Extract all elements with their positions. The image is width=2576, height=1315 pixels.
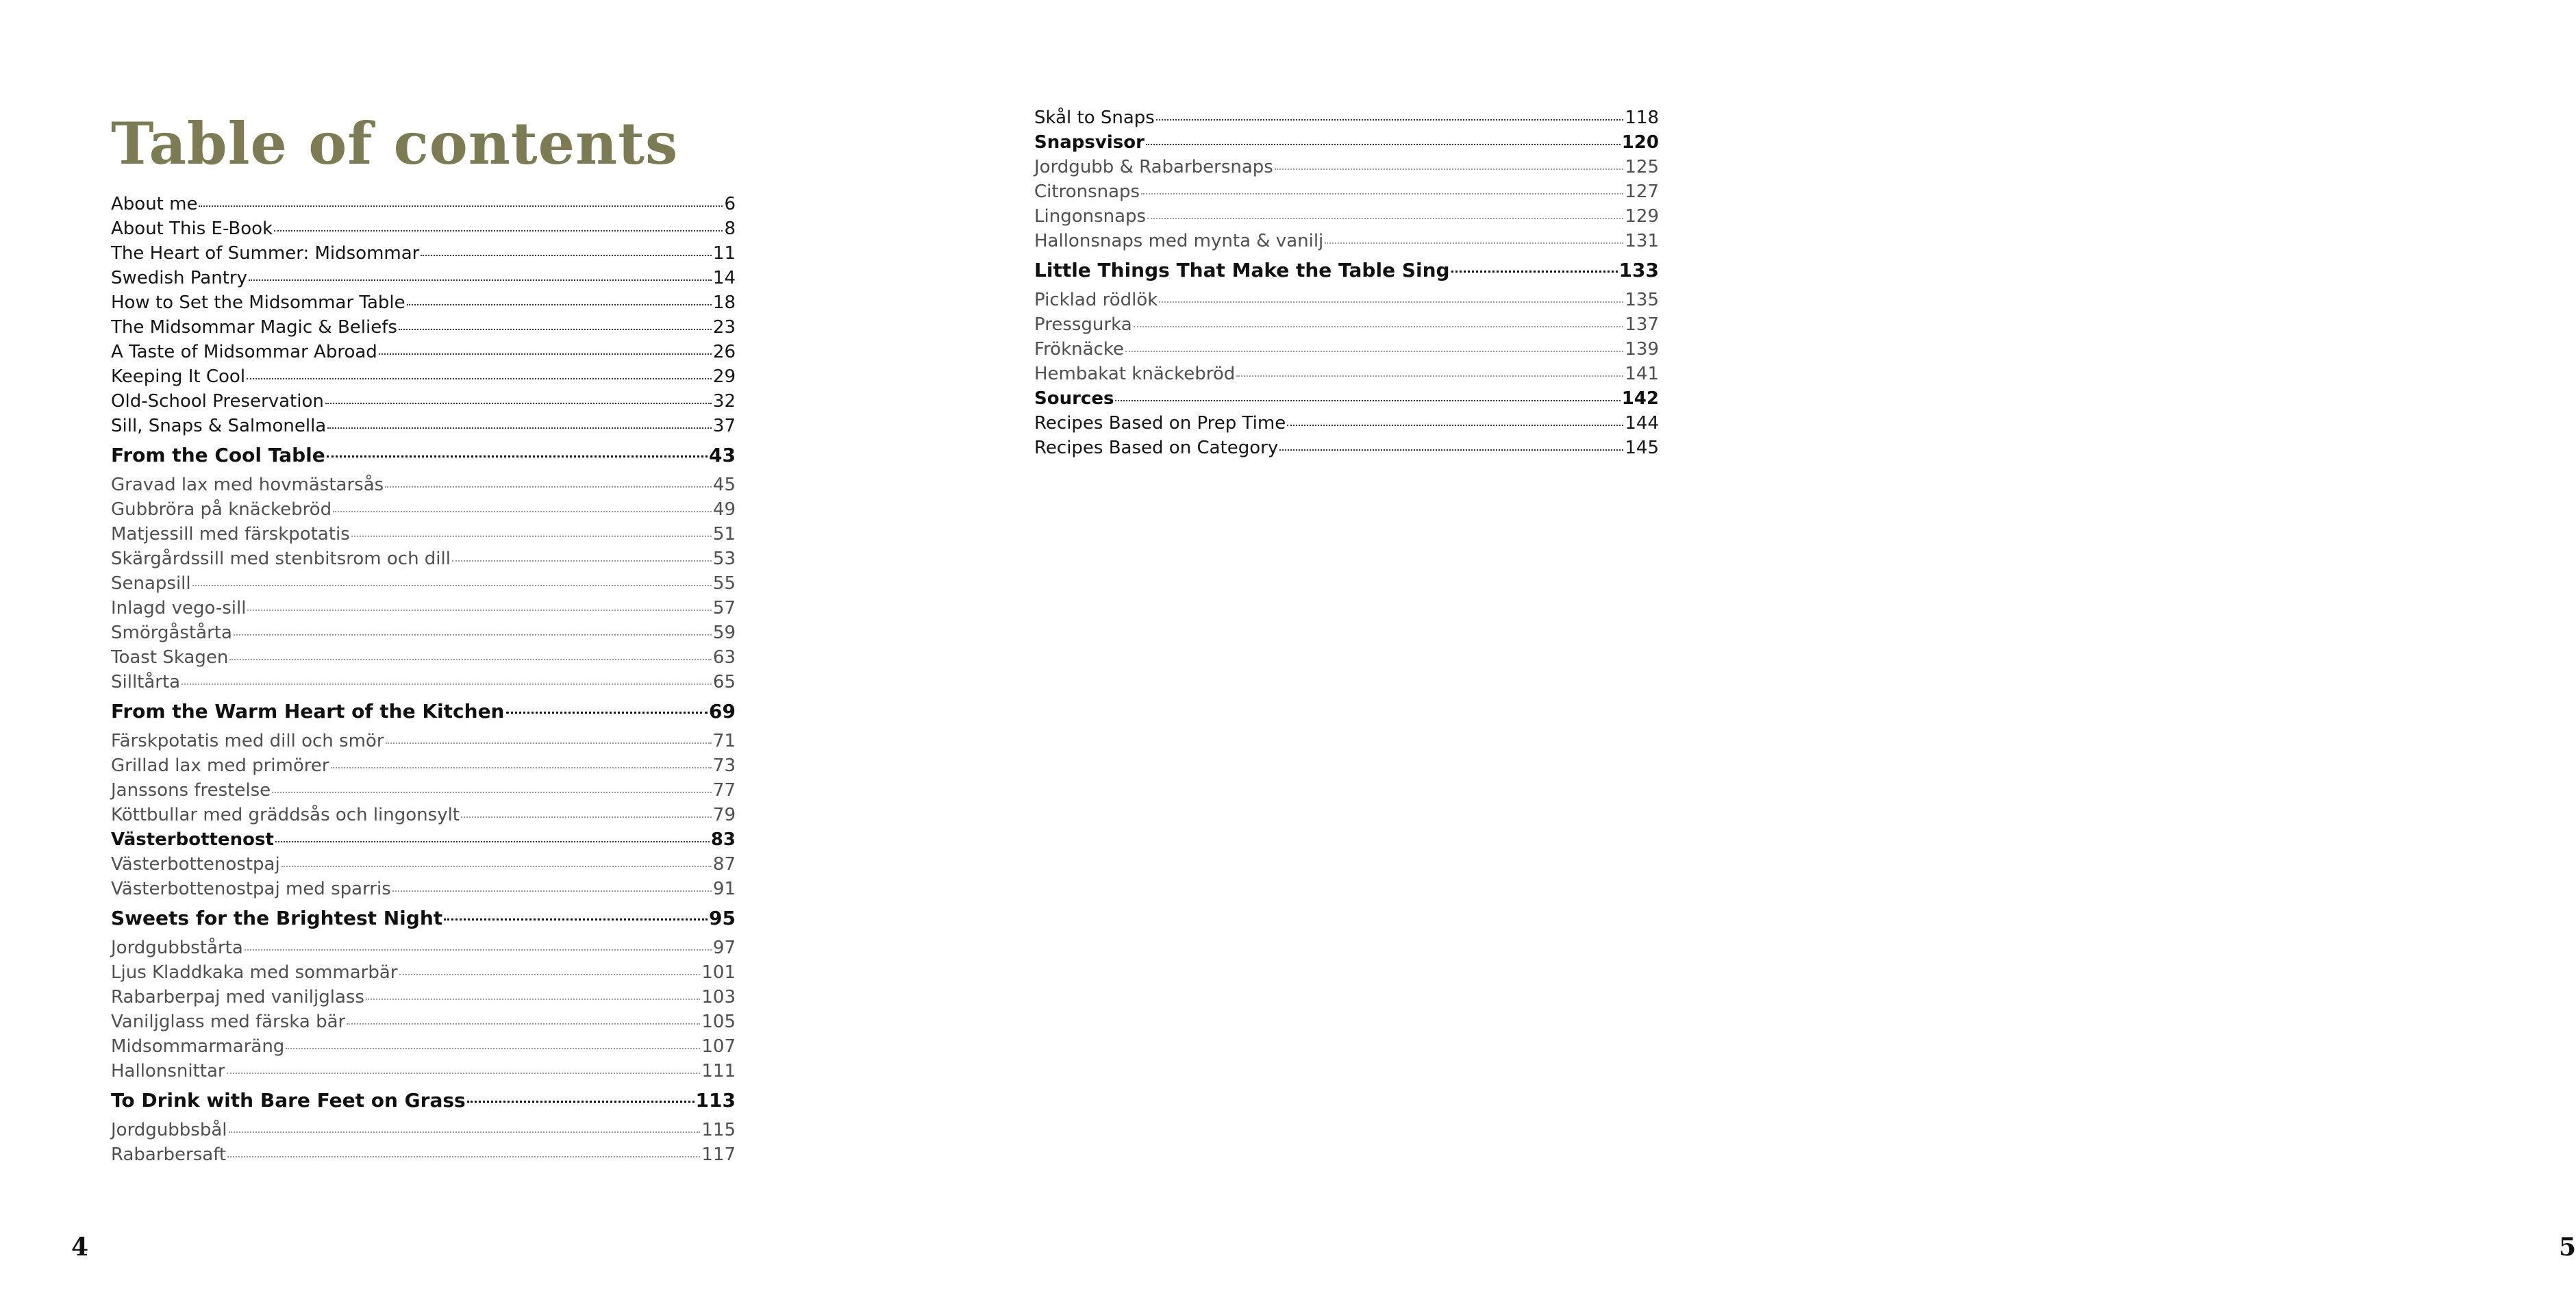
dot-leader [282,866,712,867]
toc-entry-page: 29 [712,366,736,387]
toc-entry-page: 101 [701,962,736,983]
toc-entry[interactable] [111,877,736,901]
dot-leader [351,536,712,537]
dot-leader [1159,301,1623,303]
toc-entry-page: 91 [712,879,736,899]
dot-leader [286,1048,700,1049]
toc-entry-page: 14 [712,268,736,288]
toc-entry-page: 23 [712,317,736,338]
toc-entry[interactable] [111,1142,736,1167]
toc-entry-page: 79 [712,805,736,825]
toc-entry[interactable] [111,852,736,877]
toc-entry[interactable] [111,596,736,621]
toc-entry[interactable] [1034,229,1659,253]
toc-entry[interactable] [111,729,736,753]
toc-entry-label: About me [111,194,198,214]
dot-leader [327,455,708,458]
page-number-left: 4 [71,1233,89,1262]
dot-leader [379,353,712,355]
toc-entry-page: 135 [1625,290,1659,310]
dot-leader [199,205,723,207]
toc-entry[interactable] [111,1034,736,1059]
toc-entry[interactable] [1034,179,1659,204]
toc-entry-label: Vaniljglass med färska bär [111,1012,346,1032]
dot-leader [506,712,708,714]
toc-entry[interactable] [111,340,736,364]
toc-entry[interactable] [111,290,736,315]
toc-entry-page: 49 [712,499,736,520]
toc-entry-page: 55 [712,573,736,594]
dot-leader [182,684,712,685]
toc-entry-page: 144 [1625,413,1659,434]
toc-entry-label: How to Set the Midsommar Table [111,292,405,313]
toc-entry-page: 145 [1625,438,1659,458]
toc-entry[interactable] [111,547,736,571]
toc-entry-page: 95 [709,907,736,929]
dot-leader [347,1023,700,1025]
toc-entry-page: 73 [712,755,736,776]
toc-entry[interactable] [111,216,736,241]
toc-entry[interactable] [1034,436,1659,460]
dot-leader [247,378,712,379]
toc-entry-label: Matjessill med färskpotatis [111,524,350,544]
dot-leader [399,329,712,330]
toc-entry-page: 117 [701,1144,736,1165]
toc-entry-page: 65 [712,672,736,692]
dot-leader [1236,375,1623,377]
toc-entry-label: Swedish Pantry [111,268,247,288]
toc-entry[interactable] [111,522,736,547]
toc-entry-label: Gubbröra på knäckebröd [111,499,332,520]
toc-entry[interactable] [1034,105,1659,130]
dot-leader [1146,144,1621,145]
dot-leader [333,511,712,512]
toc-entry-page: 118 [1625,108,1659,128]
toc-entry[interactable] [111,985,736,1010]
toc-entry-label: Lingonsnaps [1034,206,1147,227]
toc-entry-label: Sill, Snaps & Salmonella [111,416,327,436]
dot-leader [272,792,712,793]
toc-section-entry[interactable] [111,694,736,729]
toc-entry[interactable] [111,1059,736,1084]
toc-entry-page: 6 [724,194,736,214]
toc-entry-label: Silltårta [111,672,181,692]
toc-entry-page: 37 [712,416,736,436]
toc-entry-label: Janssons frestelse [111,780,271,801]
toc-entry[interactable] [1034,411,1659,436]
toc-entry-page: 120 [1621,132,1659,153]
dot-leader [275,841,710,842]
toc-entry-page: 45 [712,475,736,495]
toc-entry-label: Pressgurka [1034,314,1132,335]
dot-leader [1115,400,1620,401]
dot-leader [467,1101,695,1103]
toc-entry-page: 57 [712,598,736,618]
toc-entry[interactable] [111,1118,736,1142]
toc-list-left [111,192,736,1167]
dot-leader [1134,326,1624,327]
toc-entry-label: Västerbottenost [111,829,274,850]
toc-entry[interactable] [111,1010,736,1034]
toc-entry-label: Sweets for the Brightest Night [111,907,443,929]
toc-entry[interactable] [1034,312,1659,337]
toc-entry-page: 105 [701,1012,736,1032]
toc-entry-label: Västerbottenostpaj [111,854,280,875]
toc-entry-label: Toast Skagen [111,647,229,668]
toc-section-entry[interactable] [111,1084,736,1118]
toc-entry-label: From the Cool Table [111,444,325,466]
toc-entry[interactable] [111,827,736,852]
toc-entry-page: 133 [1618,259,1659,281]
toc-entry[interactable] [1034,288,1659,312]
toc-entry-label: About This E-Book [111,218,273,239]
dot-leader [1279,449,1623,451]
dot-leader [421,255,712,256]
toc-entry-page: 107 [701,1036,736,1057]
toc-entry-page: 129 [1625,206,1659,227]
toc-entry-label: Skål to Snaps [1034,108,1155,128]
toc-entry[interactable] [1034,362,1659,386]
toc-entry[interactable] [1034,204,1659,229]
toc-entry[interactable] [111,571,736,596]
toc-entry-page: 125 [1625,157,1659,177]
left-page [0,0,877,1315]
toc-entry-page: 77 [712,780,736,801]
dot-leader [247,610,711,611]
dot-leader [386,742,712,744]
toc-entry-label: Old-School Preservation [111,391,324,412]
toc-entry-label: The Heart of Summer: Midsommar [111,243,420,264]
toc-entry-label: Köttbullar med gräddsås och lingonsylt [111,805,460,825]
toc-entry-page: 53 [712,549,736,569]
toc-entry-label: Fröknäcke [1034,339,1124,360]
toc-entry-label: Gravad lax med hovmästarsås [111,475,384,495]
toc-entry-label: A Taste of Midsommar Abroad [111,342,377,362]
dot-leader [1451,271,1618,273]
toc-entry-label: Västerbottenostpaj med sparris [111,879,391,899]
toc-entry-label: Hallonsnittar [111,1061,225,1081]
dot-leader [399,974,701,975]
toc-entry[interactable] [111,315,736,340]
toc-section-entry[interactable] [1034,253,1659,288]
toc-entry-label: Jordgubb & Rabarbersnaps [1034,157,1273,177]
toc-entry-page: 43 [709,444,736,466]
toc-entry[interactable] [111,753,736,778]
toc-title: Table of contents [111,110,679,177]
toc-entry-label: Picklad rödlök [1034,290,1158,310]
toc-entry[interactable] [111,645,736,670]
toc-entry-label: Jordgubbstårta [111,938,243,958]
toc-list-right [1034,105,1659,460]
dot-leader [331,767,712,768]
dot-leader [407,304,712,305]
toc-entry-label: Skärgårdssill med stenbitsrom och dill [111,549,451,569]
toc-entry-page: 83 [710,829,736,850]
toc-section-entry[interactable] [111,438,736,473]
toc-entry-label: Ljus Kladdkaka med sommarbär [111,962,398,983]
dot-leader [234,634,712,636]
toc-entry-label: Smörgåstårta [111,623,232,643]
toc-entry-label: Rabarbersaft [111,1144,227,1165]
toc-entry-page: 139 [1625,339,1659,360]
toc-entry-label: Citronsnaps [1034,181,1140,202]
dot-leader [1141,193,1623,195]
toc-entry-label: Hallonsnaps med mynta & vanilj [1034,231,1324,251]
toc-entry[interactable] [111,670,736,694]
toc-entry[interactable] [111,414,736,438]
dot-leader [461,816,712,818]
toc-entry-page: 115 [701,1120,736,1140]
toc-entry-label: Keeping It Cool [111,366,246,387]
toc-entry-page: 142 [1621,388,1659,409]
toc-entry[interactable] [1034,386,1659,411]
toc-entry[interactable] [111,266,736,290]
toc-entry[interactable] [111,778,736,803]
dot-leader [227,1073,701,1074]
toc-entry-label: Inlagd vego-sill [111,598,247,618]
toc-entry-label: Hembakat knäckebröd [1034,364,1236,384]
toc-entry-page: 8 [724,218,736,239]
dot-leader [1287,425,1623,426]
toc-entry-page: 111 [701,1061,736,1081]
toc-entry-page: 127 [1625,181,1659,202]
dot-leader [1325,242,1623,244]
toc-entry-label: From the Warm Heart of the Kitchen [111,700,505,723]
dot-leader [227,1156,700,1157]
toc-entry-label: To Drink with Bare Feet on Grass [111,1089,466,1112]
toc-entry-label: Senapsill [111,573,191,594]
toc-entry-label: Färskpotatis med dill och smör [111,731,384,751]
toc-entry[interactable] [111,241,736,266]
toc-entry-label: Grillad lax med primörer [111,755,329,776]
toc-entry[interactable] [111,960,736,985]
toc-entry[interactable] [111,621,736,645]
toc-entry[interactable] [111,389,736,414]
dot-leader [1125,351,1623,352]
dot-leader [249,279,712,281]
page-number-right: 5 [2559,1233,2576,1262]
toc-entry[interactable] [1034,130,1659,155]
toc-entry-page: 32 [712,391,736,412]
toc-entry-label: Rabarberpaj med vaniljglass [111,987,364,1007]
toc-entry-page: 26 [712,342,736,362]
toc-entry-label: Little Things That Make the Table Sing [1034,259,1450,281]
toc-entry-page: 59 [712,623,736,643]
dot-leader [245,949,712,951]
toc-entry-label: Midsommarmaräng [111,1036,285,1057]
toc-entry-page: 131 [1625,231,1659,251]
toc-entry-page: 11 [712,243,736,264]
toc-entry-page: 51 [712,524,736,544]
toc-entry-page: 18 [712,292,736,313]
dot-leader [229,659,712,660]
toc-entry-label: Recipes Based on Category [1034,438,1279,458]
toc-entry[interactable] [111,497,736,522]
dot-leader [444,918,708,920]
dot-leader [327,427,712,429]
dot-leader [192,585,712,586]
toc-entry-page: 113 [695,1089,736,1112]
toc-entry-page: 63 [712,647,736,668]
dot-leader [385,486,712,488]
toc-entry[interactable] [1034,337,1659,362]
toc-entry[interactable] [1034,155,1659,179]
dot-leader [452,560,712,562]
toc-entry-page: 137 [1625,314,1659,335]
toc-entry-label: Snapsvisor [1034,132,1145,153]
toc-entry-page: 71 [712,731,736,751]
toc-entry-label: Jordgubbsbål [111,1120,227,1140]
toc-entry-page: 87 [712,854,736,875]
dot-leader [1147,218,1623,219]
toc-entry[interactable] [111,364,736,389]
dot-leader [274,230,723,231]
dot-leader [366,999,700,1000]
dot-leader [1275,168,1624,170]
toc-entry[interactable] [111,936,736,960]
toc-entry-label: The Midsommar Magic & Beliefs [111,317,397,338]
toc-entry[interactable] [111,192,736,216]
toc-entry-page: 103 [701,987,736,1007]
toc-entry-page: 97 [712,938,736,958]
dot-leader [392,890,712,892]
toc-entry[interactable] [111,803,736,827]
toc-entry[interactable] [111,473,736,497]
dot-leader [325,403,712,404]
dot-leader [229,1131,701,1133]
toc-entry-label: Sources [1034,388,1114,409]
dot-leader [1156,119,1624,121]
toc-entry-page: 69 [709,700,736,723]
toc-entry-label: Recipes Based on Prep Time [1034,413,1286,434]
toc-entry-page: 141 [1625,364,1659,384]
toc-section-entry[interactable] [111,901,736,936]
